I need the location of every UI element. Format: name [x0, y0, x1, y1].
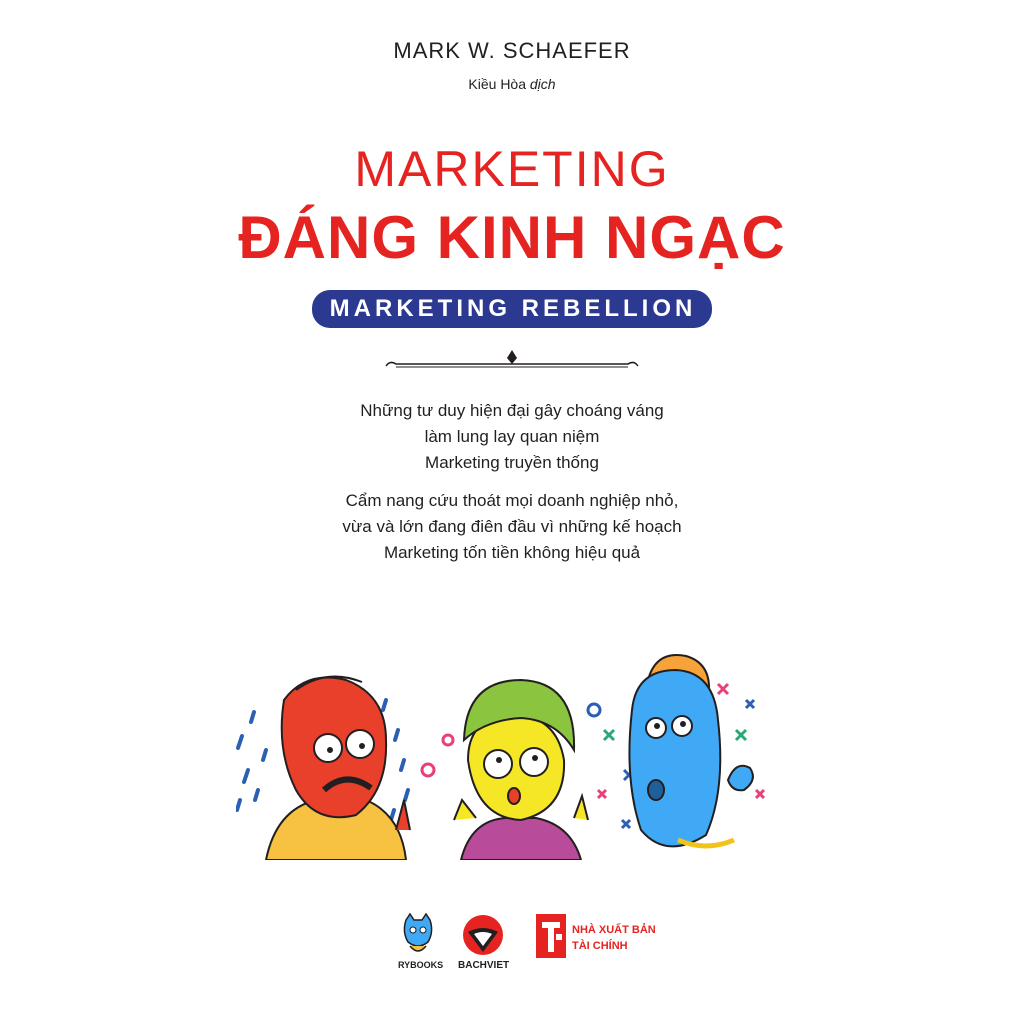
finance-publisher-line-2: TÀI CHÍNH — [572, 940, 628, 952]
description-line: Marketing truyền thống — [425, 453, 599, 472]
description-paragraph-2 — [0, 488, 1024, 566]
title-line-2: ĐÁNG KINH NGẠC — [238, 204, 786, 271]
character-blue — [629, 655, 752, 846]
description-line: làm lung lay quan niệm — [424, 427, 600, 446]
finance-publisher-logo-icon — [534, 912, 568, 960]
finance-publisher-line-1: NHÀ XUẤT BẢN — [572, 924, 656, 936]
subtitle-badge — [0, 290, 1024, 328]
author-name: MARK W. SCHAEFER — [393, 38, 631, 63]
translator-role: dịch — [529, 76, 556, 92]
translator-credit — [0, 76, 1024, 92]
publisher-logos — [0, 908, 1024, 998]
rybooks-logo-icon — [400, 912, 436, 958]
character-red — [266, 677, 410, 860]
description-paragraph-1 — [0, 398, 1024, 476]
bachviet-label: BACHVIET — [458, 960, 510, 971]
title-line-1: MARKETING — [354, 141, 670, 197]
subtitle-text: MARKETING REBELLION — [312, 290, 713, 328]
divider-ornament-icon — [380, 346, 644, 376]
character-yellow — [454, 680, 588, 860]
cover-illustration — [236, 640, 776, 860]
description-line: Những tư duy hiện đại gây choáng váng — [360, 401, 664, 420]
finance-publisher-label — [572, 922, 656, 954]
bachviet-logo-icon — [460, 912, 506, 958]
description-line: Marketing tốn tiền không hiệu quả — [383, 543, 641, 562]
rybooks-label: RYBOOKS — [398, 960, 444, 970]
description-line: Cẩm nang cứu thoát mọi doanh nghiệp nhỏ, — [345, 491, 679, 510]
translator-name: Kiều Hòa — [468, 76, 526, 92]
description-line: vừa và lớn đang điên đầu vì những kế hoạch — [342, 517, 682, 536]
